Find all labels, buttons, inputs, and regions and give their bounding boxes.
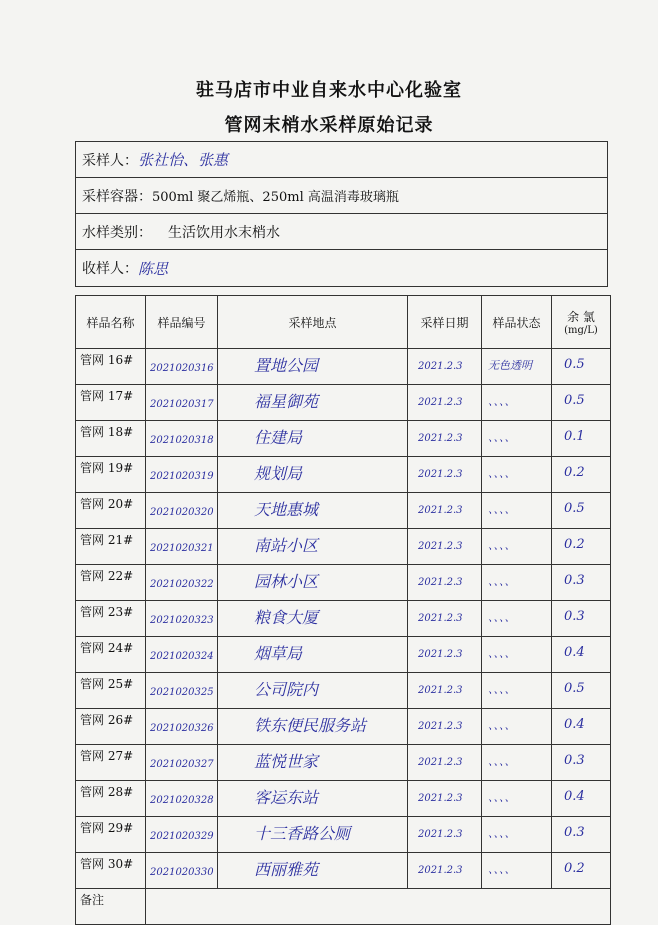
sample-location-cell bbox=[218, 349, 408, 385]
sample-state: 、、、、 bbox=[488, 539, 516, 552]
sample-chlorine-cell bbox=[552, 529, 611, 565]
sample-chlorine-cell bbox=[552, 709, 611, 745]
sample-location-cell bbox=[218, 529, 408, 565]
sample-id-cell bbox=[146, 457, 218, 493]
sample-chlorine: 0.1 bbox=[564, 429, 585, 444]
sample-id: 2021020327 bbox=[150, 759, 214, 770]
sample-name: 管网 23# bbox=[76, 601, 146, 637]
sample-id-cell bbox=[146, 745, 218, 781]
sample-location: 置地公园 bbox=[254, 356, 319, 375]
page-title: 驻马店市中业自来水中心化验室 bbox=[196, 80, 462, 101]
sample-state: 无色透明 bbox=[488, 359, 532, 372]
col-header-location: 采样地点 bbox=[218, 296, 408, 349]
container-value: 500ml 聚乙烯瓶、250ml 高温消毒玻璃瓶 bbox=[152, 190, 399, 205]
col-header-chlorine bbox=[552, 296, 611, 349]
sample-name: 管网 17# bbox=[76, 385, 146, 421]
sample-table bbox=[75, 295, 611, 925]
sample-state-cell bbox=[482, 493, 552, 529]
sample-chlorine-cell bbox=[552, 385, 611, 421]
table-row bbox=[76, 853, 611, 889]
sample-name: 管网 30# bbox=[76, 853, 146, 889]
sample-chlorine-cell bbox=[552, 673, 611, 709]
sample-date-cell bbox=[408, 781, 482, 817]
table-header-row bbox=[76, 296, 611, 349]
sample-date: 2021.2.3 bbox=[418, 649, 463, 660]
sample-state-cell bbox=[482, 673, 552, 709]
sample-date: 2021.2.3 bbox=[418, 685, 463, 696]
sample-location-cell bbox=[218, 673, 408, 709]
sample-state-cell bbox=[482, 385, 552, 421]
sample-date: 2021.2.3 bbox=[418, 541, 463, 552]
note-row bbox=[76, 889, 611, 925]
page-subtitle: 管网末梢水采样原始记录 bbox=[224, 115, 434, 136]
sample-chlorine-cell bbox=[552, 421, 611, 457]
sample-location: 十三香路公厕 bbox=[254, 824, 351, 843]
sample-state: 、、、、 bbox=[488, 791, 516, 804]
sampler-row bbox=[76, 142, 607, 178]
sample-name: 管网 20# bbox=[76, 493, 146, 529]
sample-date-cell bbox=[408, 817, 482, 853]
sample-name: 管网 21# bbox=[76, 529, 146, 565]
col-header-date: 采样日期 bbox=[408, 296, 482, 349]
sample-date-cell bbox=[408, 529, 482, 565]
sample-name: 管网 22# bbox=[76, 565, 146, 601]
sample-state-cell bbox=[482, 781, 552, 817]
note-value bbox=[146, 889, 611, 925]
sample-chlorine-cell bbox=[552, 781, 611, 817]
sample-id-cell bbox=[146, 349, 218, 385]
sample-id: 2021020316 bbox=[150, 363, 214, 374]
sample-location: 天地惠城 bbox=[254, 500, 319, 519]
receiver-label: 收样人： bbox=[82, 261, 138, 277]
sample-date-cell bbox=[408, 493, 482, 529]
sample-name: 管网 28# bbox=[76, 781, 146, 817]
sample-id: 2021020323 bbox=[150, 615, 214, 626]
col-header-chlorine-label: 余 氯 bbox=[567, 309, 595, 324]
sample-chlorine-cell bbox=[552, 817, 611, 853]
sample-chlorine-cell bbox=[552, 637, 611, 673]
sample-state: 、、、、 bbox=[488, 575, 516, 588]
sample-state-cell bbox=[482, 529, 552, 565]
sample-location-cell bbox=[218, 385, 408, 421]
sample-state: 、、、、 bbox=[488, 503, 516, 516]
table-row bbox=[76, 349, 611, 385]
sample-id: 2021020318 bbox=[150, 435, 214, 446]
sample-date-cell bbox=[408, 565, 482, 601]
sample-date-cell bbox=[408, 421, 482, 457]
sample-state-cell bbox=[482, 853, 552, 889]
sample-date-cell bbox=[408, 349, 482, 385]
sample-chlorine: 0.2 bbox=[564, 465, 585, 480]
sample-chlorine-cell bbox=[552, 457, 611, 493]
sample-chlorine: 0.4 bbox=[564, 717, 585, 732]
sample-chlorine: 0.3 bbox=[564, 825, 585, 840]
sample-location: 客运东站 bbox=[254, 788, 319, 807]
receiver-row bbox=[76, 250, 607, 286]
sample-chlorine: 0.5 bbox=[564, 681, 585, 696]
sample-chlorine-cell bbox=[552, 601, 611, 637]
sample-location: 烟草局 bbox=[254, 644, 303, 663]
sample-id-cell bbox=[146, 529, 218, 565]
sample-date: 2021.2.3 bbox=[418, 865, 463, 876]
sample-id: 2021020325 bbox=[150, 687, 214, 698]
sample-id: 2021020324 bbox=[150, 651, 214, 662]
col-header-name: 样品名称 bbox=[76, 296, 146, 349]
sample-date: 2021.2.3 bbox=[418, 577, 463, 588]
sample-location: 西丽雅苑 bbox=[254, 860, 319, 879]
sample-id-cell bbox=[146, 565, 218, 601]
col-header-chlorine-unit: (mg/L) bbox=[564, 324, 598, 336]
sample-location: 南站小区 bbox=[254, 536, 319, 555]
sample-name: 管网 27# bbox=[76, 745, 146, 781]
sample-state: 、、、、 bbox=[488, 683, 516, 696]
table-row bbox=[76, 457, 611, 493]
sample-location: 园林小区 bbox=[254, 572, 319, 591]
sampler-value: 张社怡、张惠 bbox=[138, 151, 229, 169]
sample-state-cell bbox=[482, 457, 552, 493]
container-row bbox=[76, 178, 607, 214]
sample-date: 2021.2.3 bbox=[418, 721, 463, 732]
sample-state-cell bbox=[482, 565, 552, 601]
sample-name: 管网 25# bbox=[76, 673, 146, 709]
sample-location: 粮食大厦 bbox=[254, 608, 319, 627]
sample-id-cell bbox=[146, 817, 218, 853]
sample-location: 规划局 bbox=[254, 464, 303, 483]
sample-state-cell bbox=[482, 601, 552, 637]
sample-name: 管网 26# bbox=[76, 709, 146, 745]
sampler-label: 采样人： bbox=[82, 152, 138, 169]
sample-id: 2021020319 bbox=[150, 471, 214, 482]
receiver-value: 陈思 bbox=[138, 259, 169, 278]
sample-date-cell bbox=[408, 673, 482, 709]
sample-date-cell bbox=[408, 457, 482, 493]
sample-chlorine-cell bbox=[552, 565, 611, 601]
note-label: 备注 bbox=[76, 889, 146, 925]
sample-id: 2021020326 bbox=[150, 723, 214, 734]
sample-location-cell bbox=[218, 493, 408, 529]
sample-state-cell bbox=[482, 745, 552, 781]
sample-id-cell bbox=[146, 781, 218, 817]
sample-id-cell bbox=[146, 853, 218, 889]
sample-location-cell bbox=[218, 457, 408, 493]
table-row bbox=[76, 781, 611, 817]
sample-chlorine-cell bbox=[552, 349, 611, 385]
sample-location: 公司院内 bbox=[254, 680, 319, 699]
sample-state: 、、、、 bbox=[488, 755, 516, 768]
table-row bbox=[76, 385, 611, 421]
sample-location: 福星御苑 bbox=[254, 392, 319, 411]
sample-chlorine: 0.5 bbox=[564, 501, 585, 516]
sample-name: 管网 19# bbox=[76, 457, 146, 493]
sample-location-cell bbox=[218, 709, 408, 745]
col-header-state: 样品状态 bbox=[482, 296, 552, 349]
sample-id-cell bbox=[146, 637, 218, 673]
sample-chlorine: 0.2 bbox=[564, 861, 585, 876]
sample-location-cell bbox=[218, 637, 408, 673]
sample-location-cell bbox=[218, 601, 408, 637]
sample-id-cell bbox=[146, 673, 218, 709]
table-row bbox=[76, 817, 611, 853]
sample-id: 2021020328 bbox=[150, 795, 214, 806]
sample-state: 、、、、 bbox=[488, 467, 516, 480]
table-row bbox=[76, 673, 611, 709]
sample-chlorine: 0.4 bbox=[564, 645, 585, 660]
sample-location-cell bbox=[218, 817, 408, 853]
sample-location-cell bbox=[218, 745, 408, 781]
sample-chlorine-cell bbox=[552, 745, 611, 781]
sample-date-cell bbox=[408, 709, 482, 745]
sample-id-cell bbox=[146, 493, 218, 529]
sample-chlorine: 0.3 bbox=[564, 753, 585, 768]
sample-date: 2021.2.3 bbox=[418, 433, 463, 444]
sample-id: 2021020329 bbox=[150, 831, 214, 842]
container-label: 采样容器： bbox=[82, 188, 152, 205]
sample-state: 、、、、 bbox=[488, 719, 516, 732]
sample-date-cell bbox=[408, 637, 482, 673]
sample-location-cell bbox=[218, 853, 408, 889]
type-label: 水样类别： bbox=[82, 224, 152, 241]
table-row bbox=[76, 421, 611, 457]
sample-name: 管网 29# bbox=[76, 817, 146, 853]
sample-location-cell bbox=[218, 781, 408, 817]
sample-date: 2021.2.3 bbox=[418, 505, 463, 516]
sample-state: 、、、、 bbox=[488, 863, 516, 876]
sample-date-cell bbox=[408, 745, 482, 781]
sample-id-cell bbox=[146, 421, 218, 457]
sample-date: 2021.2.3 bbox=[418, 361, 463, 372]
sample-chlorine-cell bbox=[552, 853, 611, 889]
table-row bbox=[76, 565, 611, 601]
col-header-id: 样品编号 bbox=[146, 296, 218, 349]
sample-name: 管网 16# bbox=[76, 349, 146, 385]
sample-state-cell bbox=[482, 421, 552, 457]
sample-id: 2021020322 bbox=[150, 579, 214, 590]
table-row bbox=[76, 529, 611, 565]
sample-chlorine-cell bbox=[552, 493, 611, 529]
header-block bbox=[75, 141, 608, 287]
table-row bbox=[76, 709, 611, 745]
sample-name: 管网 24# bbox=[76, 637, 146, 673]
sample-state-cell bbox=[482, 817, 552, 853]
sample-chlorine: 0.3 bbox=[564, 609, 585, 624]
sample-date-cell bbox=[408, 601, 482, 637]
sample-location: 住建局 bbox=[254, 428, 303, 447]
type-value: 生活饮用水末梢水 bbox=[168, 224, 280, 241]
sample-chlorine: 0.4 bbox=[564, 789, 585, 804]
sample-date: 2021.2.3 bbox=[418, 829, 463, 840]
sample-id: 2021020317 bbox=[150, 399, 214, 410]
sample-location: 蓝悦世家 bbox=[254, 752, 319, 771]
sample-state: 、、、、 bbox=[488, 827, 516, 840]
sample-state: 、、、、 bbox=[488, 611, 516, 624]
sample-id-cell bbox=[146, 385, 218, 421]
sample-id-cell bbox=[146, 601, 218, 637]
sample-chlorine: 0.2 bbox=[564, 537, 585, 552]
sample-date-cell bbox=[408, 385, 482, 421]
table-row bbox=[76, 493, 611, 529]
sample-state: 、、、、 bbox=[488, 395, 516, 408]
table-row bbox=[76, 745, 611, 781]
sample-name: 管网 18# bbox=[76, 421, 146, 457]
sample-state-cell bbox=[482, 349, 552, 385]
sample-state-cell bbox=[482, 637, 552, 673]
sample-date: 2021.2.3 bbox=[418, 469, 463, 480]
sample-state: 、、、、 bbox=[488, 431, 516, 444]
sample-location: 铁东便民服务站 bbox=[254, 716, 367, 735]
sample-date: 2021.2.3 bbox=[418, 793, 463, 804]
table-row bbox=[76, 601, 611, 637]
sample-date-cell bbox=[408, 853, 482, 889]
sample-date: 2021.2.3 bbox=[418, 613, 463, 624]
table-row bbox=[76, 637, 611, 673]
sample-date: 2021.2.3 bbox=[418, 397, 463, 408]
sample-id: 2021020320 bbox=[150, 507, 214, 518]
sample-location-cell bbox=[218, 421, 408, 457]
sample-state-cell bbox=[482, 709, 552, 745]
sample-chlorine: 0.3 bbox=[564, 573, 585, 588]
sample-date: 2021.2.3 bbox=[418, 757, 463, 768]
sample-id-cell bbox=[146, 709, 218, 745]
sample-state: 、、、、 bbox=[488, 647, 516, 660]
sample-location-cell bbox=[218, 565, 408, 601]
sample-id: 2021020321 bbox=[150, 543, 214, 554]
sample-id: 2021020330 bbox=[150, 867, 214, 878]
type-row bbox=[76, 214, 607, 250]
sample-chlorine: 0.5 bbox=[564, 393, 585, 408]
sample-chlorine: 0.5 bbox=[564, 357, 585, 372]
